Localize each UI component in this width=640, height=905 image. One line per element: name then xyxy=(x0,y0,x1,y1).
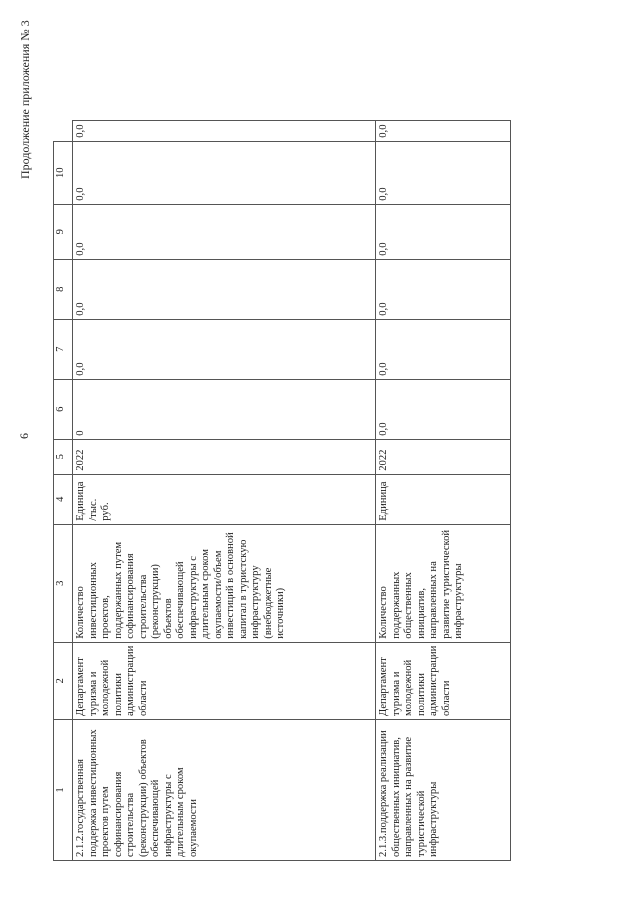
header-row xyxy=(54,121,73,861)
unit-cell: Единица xyxy=(376,474,511,524)
executor-cell: Департамент туризма и молодежной политики администрации области xyxy=(73,642,376,719)
value-cell-5: 0 xyxy=(73,379,376,439)
value-cell-9: 0,0 xyxy=(73,141,376,204)
header-cell-9: 9 xyxy=(54,204,73,259)
indicators-table xyxy=(53,120,511,861)
header-cell-3: 3 xyxy=(54,524,73,642)
value-cell-5: 0,0 xyxy=(376,379,511,439)
year-cell: 2022 xyxy=(376,439,511,474)
executor-cell: Департамент туризма и молодежной политики администрации области xyxy=(376,642,511,719)
value-cell-6: 0,0 xyxy=(376,319,511,379)
value-cell-8: 0,0 xyxy=(376,204,511,259)
header-cell-2: 2 xyxy=(54,642,73,719)
header-cell-4: 4 xyxy=(54,474,73,524)
header-cell-6: 6 xyxy=(54,379,73,439)
table-row xyxy=(73,121,376,861)
year-cell: 2022 xyxy=(73,439,376,474)
measure-cell: 2.1.2.государственная поддержка инвестиционных проектов путем софинансирования строительства (реконструкции) объектов обеспечивающей инфраструктуры с длительным сроком окупаемости xyxy=(73,720,376,861)
value-cell-6: 0,0 xyxy=(73,319,376,379)
value-cell-10: 0,0 xyxy=(73,121,376,141)
indicator-cell: Количество инвестиционных проектов, поддержанных путем софинансирования строительства (реконструкции) объектов обеспечивающей инфраструктуры с длительным сроком окупаемости/объем инвестиций в основной капитал в туристскую инфраструктуру (внебюджетные источники) xyxy=(73,524,376,642)
table-row xyxy=(376,121,511,861)
value-cell-7: 0,0 xyxy=(376,259,511,319)
measure-cell: 2.1.3.поддержка реализации общественных инициатив, направленных на развитие туристической инфраструктуры xyxy=(376,720,511,861)
header-cell-8: 8 xyxy=(54,259,73,319)
value-cell-7: 0,0 xyxy=(73,259,376,319)
value-cell-9: 0,0 xyxy=(376,141,511,204)
header-cell-10: 10 xyxy=(54,141,73,204)
appendix-caption: Продолжение приложения № 3 xyxy=(18,20,32,179)
value-cell-8: 0,0 xyxy=(73,204,376,259)
header-cell-1: 1 xyxy=(54,720,73,861)
page-number: 6 xyxy=(17,433,31,439)
value-cell-10: 0,0 xyxy=(376,121,511,141)
header-cell-7: 7 xyxy=(54,319,73,379)
indicator-cell: Количество поддержанных общественных инициатив, направленных на развитие туристической инфраструктуры xyxy=(376,524,511,642)
header-cell-5: 5 xyxy=(54,439,73,474)
unit-cell: Единица /тыс. руб. xyxy=(73,474,376,524)
